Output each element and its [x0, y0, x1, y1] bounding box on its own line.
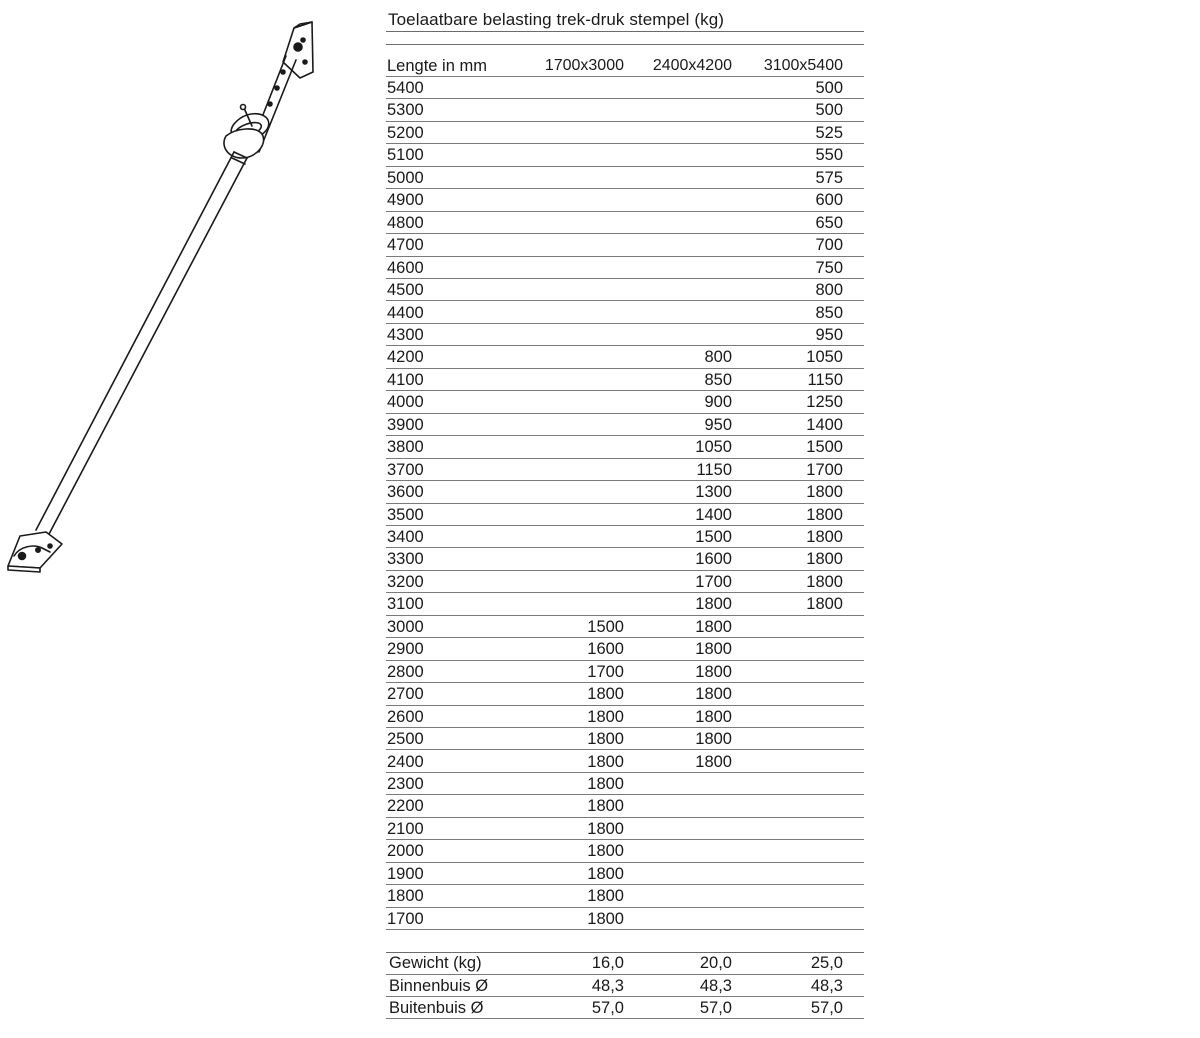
- row-load-cell: 1800: [587, 819, 624, 838]
- row-load-cell: 1800: [587, 842, 624, 861]
- row-load-cell: 1800: [587, 887, 624, 906]
- prop-illustration: [0, 0, 340, 600]
- row-load-cell: 1800: [806, 595, 843, 614]
- row-load-cell: 1800: [587, 707, 624, 726]
- row-load-cell: 1400: [806, 415, 843, 434]
- row-load-cell: 650: [815, 213, 843, 232]
- table-row: [386, 706, 864, 728]
- row-load-cell: 1800: [587, 730, 624, 749]
- row-load-cell: 1800: [695, 730, 732, 749]
- row-load-cell: 1300: [695, 483, 732, 502]
- row-load-cell: 1800: [587, 774, 624, 793]
- row-length-cell: 2200: [387, 797, 424, 816]
- row-load-cell: 1250: [806, 393, 843, 412]
- row-length-cell: 3800: [387, 438, 424, 457]
- row-load-cell: 1800: [695, 640, 732, 659]
- row-load-cell: 950: [815, 325, 843, 344]
- footer-value-cell: 57,0: [810, 999, 843, 1018]
- table-row: [386, 234, 864, 256]
- row-load-cell: 1050: [695, 438, 732, 457]
- row-length-cell: 1800: [387, 887, 424, 906]
- footer-value-cell: 20,0: [699, 954, 732, 973]
- row-load-cell: 1800: [695, 707, 732, 726]
- row-length-cell: 2100: [387, 819, 424, 838]
- row-load-cell: 1800: [806, 505, 843, 524]
- footer-label-cell: Buitenbuis Ø: [389, 999, 484, 1018]
- row-load-cell: 1800: [695, 617, 732, 636]
- outer-tube: [36, 152, 247, 536]
- footer-value-cell: 57,0: [699, 999, 732, 1018]
- row-length-cell: 2300: [387, 774, 424, 793]
- row-length-cell: 5100: [387, 146, 424, 165]
- adjustment-collar: [224, 105, 269, 159]
- row-length-cell: 3900: [387, 415, 424, 434]
- table-row: [386, 436, 864, 458]
- table-row: [386, 99, 864, 121]
- row-load-cell: 950: [704, 415, 732, 434]
- row-length-cell: 5300: [387, 101, 424, 120]
- row-length-cell: 3500: [387, 505, 424, 524]
- table-row: [386, 212, 864, 234]
- row-load-cell: 850: [704, 370, 732, 389]
- table-row: [386, 324, 864, 346]
- table-header-row: [386, 55, 864, 77]
- header-top-rule: [386, 44, 864, 45]
- row-load-cell: 1500: [695, 528, 732, 546]
- bottom-foot-plate: [8, 532, 62, 572]
- row-load-cell: 1800: [587, 752, 624, 771]
- row-load-cell: 1600: [587, 640, 624, 659]
- row-load-cell: 1500: [806, 438, 843, 457]
- table-row: [386, 616, 864, 638]
- row-load-cell: 1150: [807, 370, 843, 389]
- header-col-2400x4200: 2400x4200: [652, 57, 732, 74]
- row-load-cell: 1600: [695, 550, 732, 569]
- table-row: [386, 885, 864, 907]
- table-row: [386, 728, 864, 750]
- footer-value-cell: 57,0: [591, 999, 624, 1018]
- footer-label-cell: Binnenbuis Ø: [389, 976, 489, 995]
- row-load-cell: 1800: [806, 572, 843, 591]
- row-length-cell: 4600: [387, 258, 424, 277]
- table-row: [386, 548, 864, 570]
- row-length-cell: 4100: [387, 370, 424, 389]
- table-row: [386, 77, 864, 99]
- table-row: [386, 122, 864, 144]
- row-length-cell: 4800: [387, 213, 424, 232]
- row-length-cell: 2000: [387, 842, 424, 861]
- row-load-cell: 850: [815, 303, 843, 322]
- row-length-cell: 2700: [387, 685, 424, 704]
- row-load-cell: 1800: [695, 662, 732, 681]
- footer-value-cell: 48,3: [699, 976, 732, 995]
- row-load-cell: 550: [815, 146, 843, 165]
- row-load-cell: 1700: [695, 572, 732, 591]
- table-row: [386, 661, 864, 683]
- row-length-cell: 1900: [387, 864, 424, 883]
- table-row: [386, 346, 864, 368]
- row-load-cell: 500: [815, 101, 843, 120]
- row-load-cell: 1700: [587, 662, 624, 681]
- row-length-cell: 3100: [387, 595, 424, 614]
- footer-value-cell: 16,0: [591, 954, 624, 973]
- row-load-cell: 525: [815, 123, 843, 142]
- row-load-cell: 1800: [587, 909, 624, 928]
- row-length-cell: 4700: [387, 236, 424, 255]
- table-row: [386, 481, 864, 503]
- table-row: [386, 167, 864, 189]
- row-load-cell: 800: [815, 281, 843, 300]
- row-length-cell: 3600: [387, 483, 424, 502]
- header-col-1700x3000: 1700x3000: [544, 57, 624, 74]
- row-load-cell: 900: [704, 393, 732, 412]
- row-length-cell: 5200: [387, 123, 424, 142]
- row-length-cell: 3300: [387, 550, 424, 569]
- table-row: [386, 593, 864, 615]
- row-load-cell: 500: [815, 79, 843, 97]
- table-row: [386, 526, 864, 548]
- table-row: [386, 144, 864, 166]
- footer-value-cell: 25,0: [810, 954, 843, 973]
- row-load-cell: 750: [815, 258, 843, 277]
- table-row: [386, 863, 864, 885]
- title-rule: [386, 31, 864, 32]
- table-row: [386, 257, 864, 279]
- row-length-cell: 2400: [387, 752, 424, 771]
- row-length-cell: 5400: [387, 79, 424, 97]
- row-load-cell: 1800: [695, 595, 732, 614]
- table-row: [386, 571, 864, 593]
- table-row: [386, 638, 864, 660]
- table-title: Toelaatbare belasting trek-druk stempel (kg): [388, 10, 725, 29]
- row-length-cell: 2800: [387, 662, 424, 681]
- table-row: [386, 818, 864, 840]
- row-load-cell: 1400: [695, 505, 732, 524]
- row-length-cell: 1700: [387, 909, 424, 928]
- row-length-cell: 4300: [387, 325, 424, 344]
- top-head-plate: [283, 22, 313, 78]
- row-length-cell: 3700: [387, 460, 424, 479]
- row-length-cell: 2600: [387, 707, 424, 726]
- row-load-cell: 1800: [695, 685, 732, 704]
- row-length-cell: 3200: [387, 572, 424, 591]
- row-load-cell: 1050: [806, 348, 843, 367]
- footer-value-cell: 48,3: [591, 976, 624, 995]
- footer-row: [386, 952, 864, 974]
- row-load-cell: 600: [815, 191, 843, 210]
- table-row: [386, 279, 864, 301]
- row-length-cell: 4400: [387, 303, 424, 322]
- footer-row: [386, 997, 864, 1019]
- row-length-cell: 4000: [387, 393, 424, 412]
- row-load-cell: 1800: [806, 550, 843, 569]
- table-row: [386, 773, 864, 795]
- table-row: [386, 751, 864, 773]
- row-load-cell: 800: [704, 348, 732, 367]
- row-load-cell: 1800: [806, 528, 843, 546]
- table-row: [386, 504, 864, 526]
- row-length-cell: 4900: [387, 191, 424, 210]
- table-row: [386, 189, 864, 211]
- row-length-cell: 2900: [387, 640, 424, 659]
- row-length-cell: 4200: [387, 348, 424, 367]
- header-col-3100x5400: 3100x5400: [763, 57, 843, 74]
- table-row: [386, 391, 864, 413]
- table-row: [386, 459, 864, 481]
- table-row: [386, 908, 864, 930]
- row-length-cell: 3400: [387, 528, 424, 546]
- table-row: [386, 302, 864, 324]
- header-length: Lengte in mm: [387, 57, 487, 75]
- row-length-cell: 2500: [387, 730, 424, 749]
- row-length-cell: 3000: [387, 617, 424, 636]
- table-row: [386, 840, 864, 862]
- row-load-cell: 1700: [806, 460, 843, 479]
- row-load-cell: 1800: [587, 685, 624, 704]
- row-length-cell: 4500: [387, 281, 424, 300]
- row-load-cell: 1800: [587, 797, 624, 816]
- row-load-cell: 1150: [696, 460, 732, 479]
- row-load-cell: 1800: [587, 864, 624, 883]
- table-row: [386, 369, 864, 391]
- row-load-cell: 575: [815, 168, 843, 187]
- row-load-cell: 1800: [806, 483, 843, 502]
- row-length-cell: 5000: [387, 168, 424, 187]
- table-row: [386, 414, 864, 436]
- table-row: [386, 795, 864, 817]
- footer-label-cell: Gewicht (kg): [389, 954, 482, 973]
- row-load-cell: 1800: [695, 752, 732, 771]
- row-load-cell: 1500: [587, 617, 624, 636]
- table-row: [386, 683, 864, 705]
- row-load-cell: 700: [815, 236, 843, 255]
- footer-value-cell: 48,3: [810, 976, 843, 995]
- footer-row: [386, 975, 864, 997]
